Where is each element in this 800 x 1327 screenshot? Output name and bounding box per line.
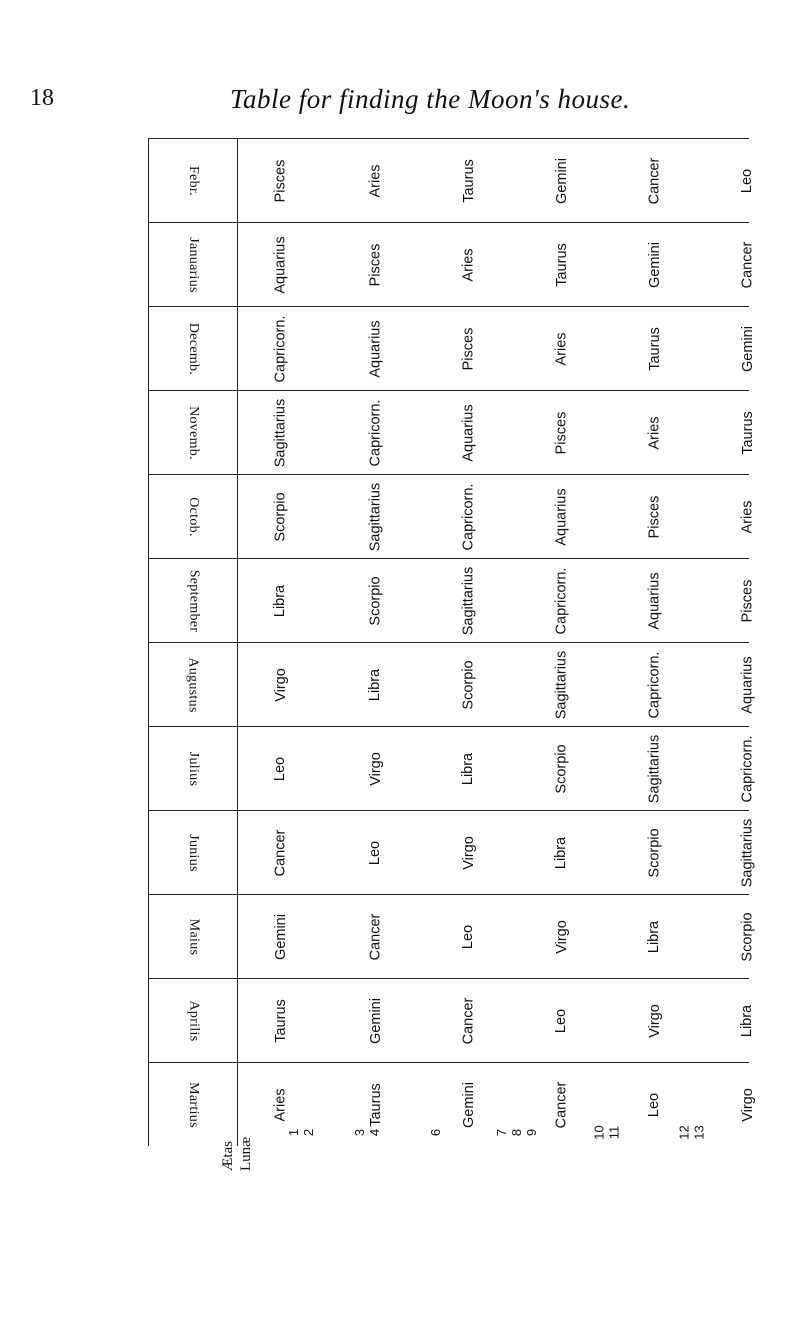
sign-label: Capricorn. (272, 315, 289, 382)
sign-cell (427, 895, 510, 978)
table-row (149, 307, 756, 391)
month-label: Febr. (185, 165, 201, 196)
page-number: 18 (30, 85, 54, 111)
sign-label: Taurus (739, 410, 756, 455)
lunar-age-number: 3 (352, 1128, 368, 1137)
sign-label: Virgo (460, 835, 477, 870)
sign-cell (239, 391, 322, 474)
sign-cell (427, 475, 510, 558)
sign-label: Cancer (367, 913, 384, 960)
column-divider (237, 391, 238, 474)
sign-label: Aquarius (272, 235, 289, 294)
sign-label: Cancer (646, 157, 663, 204)
sign-label: Libra (367, 668, 384, 701)
sign-label: Taurus (272, 998, 289, 1043)
sign-label: Leo (460, 924, 477, 949)
lunar-age-number: 7 (494, 1128, 510, 1137)
sign-label: Cancer (553, 1081, 570, 1128)
sign-cell (427, 223, 510, 306)
sign-cell (706, 139, 789, 222)
sign-cell (334, 475, 417, 558)
sign-label: Virgo (646, 1003, 663, 1038)
table-row (149, 559, 756, 643)
aetas-lunae-label (220, 1115, 260, 1175)
lunar-age-number: 12 (676, 1125, 692, 1140)
month-cell (149, 895, 237, 978)
month-label: Maius (186, 918, 201, 955)
sign-cell (427, 727, 510, 810)
sign-label: Taurus (460, 158, 477, 203)
lunar-age-number: 4 (367, 1128, 383, 1137)
sign-cell (706, 811, 789, 894)
sign-label: Pisces (739, 579, 756, 622)
sign-label: Taurus (646, 326, 663, 371)
sign-label: Capricorn. (367, 399, 384, 466)
sign-label: Scorpio (739, 911, 756, 962)
month-cell (149, 391, 237, 474)
sign-cell (520, 643, 603, 726)
month-cell (149, 559, 237, 642)
sign-cell (706, 643, 789, 726)
column-divider (237, 139, 238, 222)
sign-cell (706, 979, 789, 1062)
sign-label: Capricorn. (460, 483, 477, 550)
month-cell (149, 139, 237, 222)
sign-label: Aquarius (367, 319, 384, 378)
column-divider (237, 559, 238, 642)
sign-label: Pisces (553, 411, 570, 454)
sign-cell (520, 139, 603, 222)
sign-label: Sagittarius (646, 734, 663, 803)
lunar-age-number: 10 (591, 1125, 607, 1140)
column-divider (237, 895, 238, 978)
sign-cell (427, 811, 510, 894)
lunar-age-number: 9 (524, 1128, 540, 1137)
sign-label: Gemini (367, 997, 384, 1044)
month-cell (149, 643, 237, 726)
month-label: Martius (186, 1081, 201, 1128)
sign-cell (706, 559, 789, 642)
sign-label: Leo (367, 840, 384, 865)
table-row (149, 979, 756, 1063)
sign-label: Cancer (460, 997, 477, 1044)
month-cell (149, 307, 237, 390)
month-cell (149, 475, 237, 558)
sign-label: Libra (646, 920, 663, 953)
sign-label: Cancer (739, 241, 756, 288)
month-label: Decemb. (186, 322, 201, 375)
sign-cell (613, 475, 696, 558)
lunar-age-number: 2 (301, 1128, 317, 1137)
sign-label: Scorpio (367, 575, 384, 626)
table-row (149, 727, 756, 811)
month-cell (149, 979, 237, 1062)
sign-cell (427, 139, 510, 222)
lunar-age-number: 8 (509, 1128, 525, 1137)
sign-cell (334, 307, 417, 390)
sign-cell (239, 895, 322, 978)
column-divider (237, 979, 238, 1062)
sign-cell (334, 895, 417, 978)
sign-cell (706, 1063, 789, 1146)
column-divider (237, 307, 238, 390)
lunar-age-number: 13 (691, 1125, 707, 1140)
sign-label: Virgo (272, 667, 289, 702)
sign-cell (613, 307, 696, 390)
sign-label: Libra (460, 752, 477, 785)
month-label: Octob. (185, 496, 201, 537)
column-divider (237, 223, 238, 306)
sign-cell (706, 727, 789, 810)
month-cell (149, 811, 237, 894)
sign-cell (706, 475, 789, 558)
sign-label: Libra (553, 836, 570, 869)
table-row (149, 643, 756, 727)
aetas-label: Ætas (220, 1141, 236, 1171)
sign-cell (427, 559, 510, 642)
sign-label: Aries (367, 163, 384, 198)
sign-label: Sagittarius (367, 482, 384, 551)
column-divider (237, 475, 238, 558)
column-divider (237, 727, 238, 810)
sign-cell (520, 727, 603, 810)
sign-cell (427, 391, 510, 474)
sign-label: Gemini (460, 1081, 477, 1128)
sign-label: Gemini (739, 325, 756, 372)
sign-cell (613, 391, 696, 474)
sign-cell (239, 559, 322, 642)
sign-cell (520, 391, 603, 474)
sign-cell (334, 643, 417, 726)
sign-label: Taurus (367, 1082, 384, 1127)
sign-label: Pisces (646, 495, 663, 538)
sign-cell (520, 895, 603, 978)
sign-cell (334, 139, 417, 222)
sign-label: Virgo (367, 751, 384, 786)
moon-house-table (148, 138, 756, 1146)
sign-label: Sagittarius (460, 566, 477, 635)
sign-label: Aries (646, 415, 663, 450)
sign-label: Aries (553, 331, 570, 366)
table-row (149, 475, 756, 559)
lunae-label: Lunæ (238, 1136, 254, 1171)
sign-label: Sagittarius (272, 398, 289, 467)
sign-label: Taurus (553, 242, 570, 287)
sign-label: Libra (272, 584, 289, 617)
sign-cell (239, 475, 322, 558)
column-divider (237, 811, 238, 894)
sign-cell (520, 223, 603, 306)
sign-cell (613, 223, 696, 306)
sign-cell (239, 979, 322, 1062)
sign-label: Aries (272, 1087, 289, 1122)
sign-label: Aquarius (739, 655, 756, 714)
sign-cell (239, 811, 322, 894)
month-cell (149, 223, 237, 306)
sign-label: Aries (739, 499, 756, 534)
sign-cell (334, 223, 417, 306)
sign-cell (706, 895, 789, 978)
sign-label: Scorpio (460, 659, 477, 710)
month-label: Aprilis (186, 1000, 201, 1041)
sign-label: Pisces (460, 327, 477, 370)
month-label: Novemb. (185, 405, 201, 460)
sign-cell (520, 979, 603, 1062)
sign-label: Virgo (739, 1087, 756, 1122)
table-row (149, 811, 756, 895)
sign-cell (613, 895, 696, 978)
month-label: Augustus (185, 656, 201, 713)
sign-label: Aquarius (460, 403, 477, 462)
sign-label: Pisces (367, 243, 384, 286)
table-row (149, 391, 756, 475)
month-label: Januarius (185, 236, 201, 293)
sign-label: Capricorn. (553, 567, 570, 634)
sign-label: Aries (460, 247, 477, 282)
sign-label: Gemini (553, 157, 570, 204)
sign-cell (239, 223, 322, 306)
sign-cell (520, 559, 603, 642)
sign-cell (613, 139, 696, 222)
sign-cell (613, 979, 696, 1062)
lunar-age-number: 1 (286, 1128, 302, 1137)
month-label: September (185, 569, 201, 632)
sign-label: Cancer (272, 829, 289, 876)
sign-cell (239, 139, 322, 222)
month-cell (149, 727, 237, 810)
sign-cell (239, 727, 322, 810)
sign-label: Pisces (272, 159, 289, 202)
table-row (149, 223, 756, 307)
sign-label: Aquarius (553, 487, 570, 546)
sign-cell (706, 391, 789, 474)
month-label: Julius (185, 751, 201, 786)
sign-label: Scorpio (272, 491, 289, 542)
sign-cell (334, 979, 417, 1062)
month-label: Junius (186, 833, 201, 872)
sign-label: Scorpio (646, 827, 663, 878)
sign-cell (334, 811, 417, 894)
sign-cell (613, 559, 696, 642)
sign-cell (427, 979, 510, 1062)
sign-label: Capricorn. (646, 651, 663, 718)
sign-label: Leo (553, 1008, 570, 1033)
sign-label: Leo (646, 1092, 663, 1117)
sign-label: Gemini (646, 241, 663, 288)
sign-cell (427, 643, 510, 726)
sign-cell (613, 643, 696, 726)
sign-label: Capricorn. (739, 735, 756, 802)
lunar-age-number: 6 (428, 1128, 444, 1137)
sign-cell (613, 811, 696, 894)
sign-label: Aquarius (646, 571, 663, 630)
sign-cell (334, 391, 417, 474)
sign-label: Virgo (553, 919, 570, 954)
sign-cell (613, 727, 696, 810)
sign-cell (334, 559, 417, 642)
sign-cell (520, 307, 603, 390)
sign-label: Leo (739, 168, 756, 193)
lunar-age-number: 11 (606, 1125, 622, 1140)
sign-cell (239, 643, 322, 726)
sign-cell (239, 307, 322, 390)
sign-label: Sagittarius (553, 650, 570, 719)
sign-label: Sagittarius (739, 818, 756, 887)
sign-label: Scorpio (553, 743, 570, 794)
sign-cell (334, 727, 417, 810)
running-title: Table for finding the Moon's house. (230, 84, 631, 114)
sign-label: Gemini (272, 913, 289, 960)
table-row (149, 138, 756, 223)
sign-cell (520, 475, 603, 558)
sign-cell (706, 307, 789, 390)
column-divider (237, 643, 238, 726)
sign-label: Libra (739, 1004, 756, 1037)
sign-cell (706, 223, 789, 306)
sign-cell (520, 811, 603, 894)
table-row (149, 895, 756, 979)
sign-label: Leo (272, 756, 289, 781)
sign-cell (427, 307, 510, 390)
